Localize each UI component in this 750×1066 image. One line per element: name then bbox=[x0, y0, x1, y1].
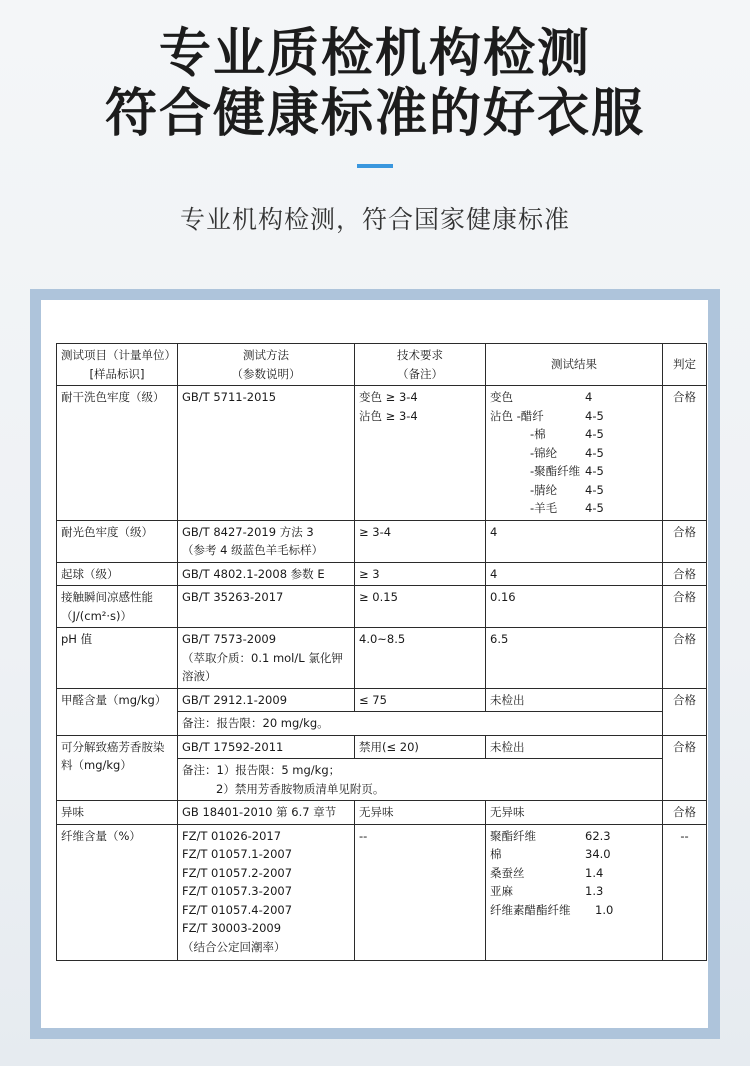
table-row bbox=[57, 735, 707, 759]
table-row bbox=[57, 688, 707, 712]
cell-method: GB/T 4802.1-2008 参数 E bbox=[178, 562, 355, 586]
cell-result: 变色 4 沾色 -醋纤 4-5 -棉 4-5 -锦纶 4-5 -聚酯纤维 4-5 -腈纶 4-5 -羊毛 4-5 bbox=[486, 386, 663, 521]
cell-item: 起球（级） bbox=[57, 562, 178, 586]
cell-result: 未检出 bbox=[486, 688, 663, 712]
cell-item: 甲醛含量（mg/kg） bbox=[57, 688, 178, 735]
cell-requirement: 禁用(≤ 20) bbox=[355, 735, 486, 759]
cell-verdict: 合格 bbox=[663, 735, 707, 801]
cell-item: 纤维含量（%） bbox=[57, 824, 178, 960]
cell-verdict: 合格 bbox=[663, 628, 707, 689]
table-header-row bbox=[57, 344, 707, 386]
cell-requirement: ≤ 75 bbox=[355, 688, 486, 712]
cell-requirement: ≥ 0.15 bbox=[355, 586, 486, 628]
cell-item: 耐干洗色牢度（级） bbox=[57, 386, 178, 521]
cell-verdict: 合格 bbox=[663, 586, 707, 628]
cell-result: 0.16 bbox=[486, 586, 663, 628]
cell-requirement: 变色 ≥ 3-4 沾色 ≥ 3-4 bbox=[355, 386, 486, 521]
cell-method: GB/T 8427-2019 方法 3 （参考 4 级蓝色羊毛标样） bbox=[178, 520, 355, 562]
header-item: 测试项目（计量单位） [样品标识] bbox=[57, 344, 178, 386]
cell-method: GB/T 2912.1-2009 bbox=[178, 688, 355, 712]
table-row bbox=[57, 586, 707, 628]
cell-verdict: 合格 bbox=[663, 688, 707, 735]
cell-requirement: 4.0~8.5 bbox=[355, 628, 486, 689]
table-row bbox=[57, 824, 707, 960]
cell-result: 6.5 bbox=[486, 628, 663, 689]
cell-requirement: -- bbox=[355, 824, 486, 960]
cell-item: 耐光色牢度（级） bbox=[57, 520, 178, 562]
accent-divider bbox=[357, 164, 393, 168]
table-row bbox=[57, 520, 707, 562]
cell-method: GB/T 17592-2011 bbox=[178, 735, 355, 759]
header-result: 测试结果 bbox=[486, 344, 663, 386]
cell-note: 备注：1）报告限：5 mg/kg； 2）禁用芳香胺物质清单见附页。 bbox=[178, 759, 663, 801]
cell-requirement: 无异味 bbox=[355, 801, 486, 825]
cell-result: 4 bbox=[486, 520, 663, 562]
cell-item: pH 值 bbox=[57, 628, 178, 689]
cell-item: 可分解致癌芳香胺染 料（mg/kg） bbox=[57, 735, 178, 801]
cell-requirement: ≥ 3-4 bbox=[355, 520, 486, 562]
cell-note: 备注：报告限：20 mg/kg。 bbox=[178, 712, 663, 736]
cell-method: FZ/T 01026-2017 FZ/T 01057.1-2007 FZ/T 01057.2-2007 FZ/T 01057.3-2007 FZ/T 01057.4-2007 FZ/T 30003-2009 （结合公定回潮率） bbox=[178, 824, 355, 960]
table-row bbox=[57, 628, 707, 689]
cell-item: 异味 bbox=[57, 801, 178, 825]
cell-verdict: 合格 bbox=[663, 801, 707, 825]
table-row bbox=[57, 386, 707, 521]
test-report-table bbox=[56, 343, 707, 961]
page-title-line1: 专业质检机构检测 bbox=[158, 24, 591, 84]
cell-result: 4 bbox=[486, 562, 663, 586]
cell-verdict: 合格 bbox=[663, 562, 707, 586]
header-requirement: 技术要求 （备注） bbox=[355, 344, 486, 386]
cell-method: GB/T 35263-2017 bbox=[178, 586, 355, 628]
header-method: 测试方法 （参数说明） bbox=[178, 344, 355, 386]
cell-item: 接触瞬间凉感性能 （J/(cm²·s)） bbox=[57, 586, 178, 628]
cell-result: 聚酯纤维 62.3 棉 34.0 桑蚕丝 1.4 亚麻 1.3 纤维素醋酯纤维 1.0 bbox=[486, 824, 663, 960]
cell-method: GB/T 7573-2009 （萃取介质：0.1 mol/L 氯化钾 溶液） bbox=[178, 628, 355, 689]
cell-verdict: 合格 bbox=[663, 520, 707, 562]
header-verdict: 判定 bbox=[663, 344, 707, 386]
cell-verdict: 合格 bbox=[663, 386, 707, 521]
page-subtitle: 专业机构检测，符合国家健康标准 bbox=[179, 205, 570, 234]
cell-verdict: -- bbox=[663, 824, 707, 960]
cell-requirement: ≥ 3 bbox=[355, 562, 486, 586]
cell-result: 无异味 bbox=[486, 801, 663, 825]
page-title-line2: 符合健康标准的好衣服 bbox=[104, 84, 645, 144]
cell-result: 未检出 bbox=[486, 735, 663, 759]
table-row bbox=[57, 801, 707, 825]
cell-method: GB/T 5711-2015 bbox=[178, 386, 355, 521]
cell-method: GB 18401-2010 第 6.7 章节 bbox=[178, 801, 355, 825]
table-row bbox=[57, 562, 707, 586]
